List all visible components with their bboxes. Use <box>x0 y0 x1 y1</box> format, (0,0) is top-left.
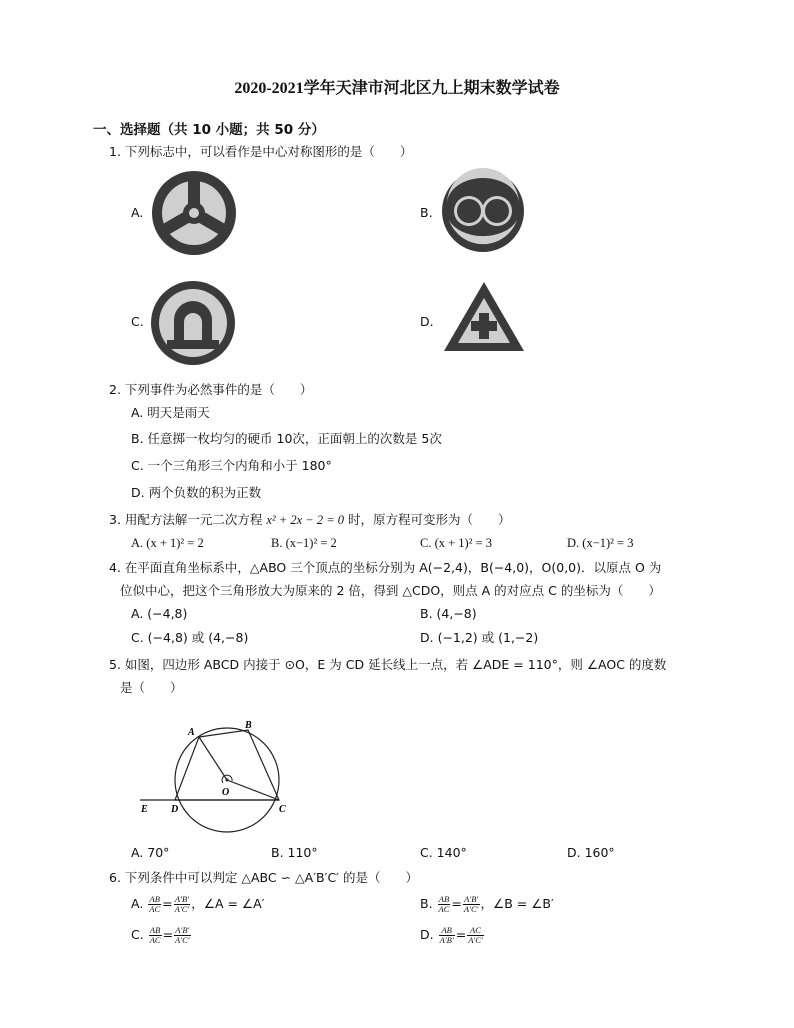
q5-option-d: D. 160° <box>567 845 615 860</box>
fraction: $\frac{AC}{A'C'}$ <box>468 925 483 945</box>
q6-stem: 6. 下列条件中可以判定 △ABC ∽ △A′B′C′ 的是（ ） <box>109 870 418 885</box>
q4-option-c: C. (−4,8) 或 (4,−8) <box>131 630 249 645</box>
q5-stem-line1: 5. 如图，四边形 ABCD 内接于 ⊙O，E 为 CD 延长线上一点，若 ∠ADE = 110°，则 ∠AOC 的度数 <box>109 657 667 672</box>
fraction: $\frac{AB}{AC}$ <box>438 894 450 914</box>
fraction: $\frac{AB}{AC}$ <box>149 894 161 914</box>
q5-option-c: C. 140° <box>420 845 467 860</box>
q3-option-a: A. (x + 1)² = 2 <box>131 536 204 550</box>
fraction: $\frac{A'B'}{A'C'}$ <box>463 894 479 914</box>
point-d-label: D <box>171 804 179 815</box>
circle-quadrilateral-figure <box>135 716 300 841</box>
point-c-label: C <box>279 804 286 815</box>
q4-option-b: B. (4,−8) <box>420 606 477 621</box>
q3-stem: 3. 用配方法解一元二次方程 x² + 2x − 2 = 0 时，原方程可变形为（ ） <box>109 512 511 527</box>
q2-option-b: B. 任意掷一枚均匀的硬币 10次，正面朝上的次数是 5次 <box>131 431 442 446</box>
q5-option-b: B. 110° <box>271 845 318 860</box>
fraction: $\frac{AB}{A'B'}$ <box>439 925 454 945</box>
point-b-label: B <box>245 720 252 731</box>
q2-option-a: A. 明天是雨天 <box>131 405 210 420</box>
q1-stem: 1. 下列标志中，可以看作是中心对称图形的是（ ） <box>109 144 413 159</box>
q6-option-b: B. $\frac{AB}{AC}$ = $\frac{A'B'}{A'C'}$ ，∠B = ∠B′ <box>420 894 554 914</box>
railway-emblem-icon <box>150 280 236 366</box>
q2-stem: 2. 下列事件为必然事件的是（ ） <box>109 382 313 397</box>
q3-option-c: C. (x + 1)² = 3 <box>420 536 493 550</box>
point-a-label: A <box>188 727 195 738</box>
two-circles-emblem-icon <box>441 168 525 254</box>
q3-option-d: D. (x−1)² = 3 <box>567 536 634 550</box>
q6-option-a: A. $\frac{AB}{AC}$ = $\frac{A'B'}{A'C'}$ ，∠A = ∠A′ <box>131 894 265 914</box>
q5-option-a: A. 70° <box>131 845 170 860</box>
q1-option-c: C. <box>131 314 144 329</box>
trefoil-emblem-icon <box>151 170 237 256</box>
q1-option-a: A. <box>131 205 144 220</box>
warning-triangle-plus-icon <box>442 280 526 354</box>
q4-option-d: D. (−1,2) 或 (1,−2) <box>420 630 539 645</box>
q3-equation: x² + 2x − 2 = 0 <box>266 513 345 527</box>
section-heading: 一、选择题（共 10 小题；共 50 分） <box>93 122 325 138</box>
q1-option-b: B. <box>420 205 433 220</box>
point-e-label: E <box>141 804 148 815</box>
q6-option-d: D. $\frac{AB}{A'B'}$ = $\frac{AC}{A'C'}$ <box>420 925 483 945</box>
q4-stem-line1: 4. 在平面直角坐标系中，△ABO 三个顶点的坐标分别为 A(−2,4)，B(−4,0)，O(0,0)．以原点 O 为 <box>109 560 662 575</box>
q3-option-b: B. (x−1)² = 2 <box>271 536 337 550</box>
q5-stem-line2: 是（ ） <box>120 680 183 695</box>
q6-option-c: C. $\frac{AB}{AC}$ = $\frac{A'B'}{A'C'}$ <box>131 925 190 945</box>
q4-option-a: A. (−4,8) <box>131 606 188 621</box>
q2-option-d: D. 两个负数的积为正数 <box>131 485 262 500</box>
q1-option-d: D. <box>420 314 434 329</box>
fraction: $\frac{A'B'}{A'C'}$ <box>175 925 190 945</box>
fraction: $\frac{A'B'}{A'C'}$ <box>174 894 190 914</box>
point-o-label: O <box>222 787 230 798</box>
page-title: 2020-2021学年天津市河北区九上期末数学试卷 <box>234 80 560 97</box>
q4-stem-line2: 位似中心，把这个三角形放大为原来的 2 倍，得到 △CDO，则点 A 的对应点 C 的坐标为（ ） <box>120 583 661 598</box>
fraction: $\frac{AB}{AC}$ <box>149 925 161 945</box>
q2-option-c: C. 一个三角形三个内角和小于 180° <box>131 458 332 473</box>
